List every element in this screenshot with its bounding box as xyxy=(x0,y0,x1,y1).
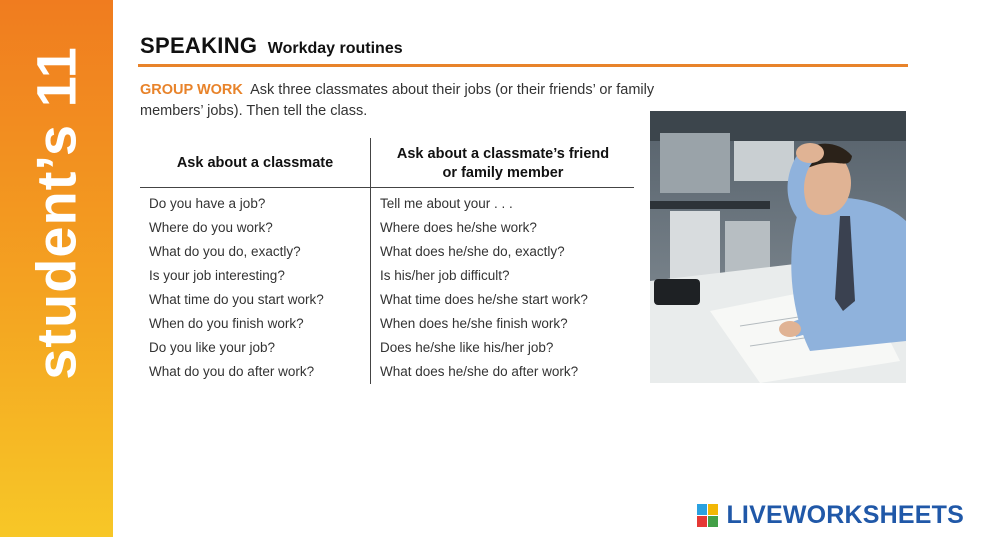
question-row: What do you do after work? xyxy=(149,364,315,379)
group-work-label: GROUP WORK xyxy=(140,82,243,98)
question-row: When do you finish work? xyxy=(149,316,304,331)
question-row: When does he/she finish work? xyxy=(380,316,568,331)
question-row: Does he/she like his/her job? xyxy=(380,340,554,355)
question-row: Tell me about your . . . xyxy=(380,196,513,211)
header-friend-family xyxy=(372,145,634,183)
question-row: Is your job interesting? xyxy=(149,268,285,283)
question-row: What do you do, exactly? xyxy=(149,244,301,259)
logo-text: LIVEWORKSHEETS xyxy=(726,501,964,529)
question-row: What does he/she do, exactly? xyxy=(380,244,565,259)
heading-rule xyxy=(138,64,908,67)
question-table xyxy=(140,138,634,384)
instructions-text: Ask three classmates about their jobs (or their friends’ or family members’ jobs). Then tell the class. xyxy=(140,82,655,119)
classmate-questions xyxy=(149,192,324,384)
office-worker-photo xyxy=(650,111,906,383)
question-row: What does he/she do after work? xyxy=(380,364,579,379)
header-friend-line1: Ask about a classmate’s friend xyxy=(396,146,610,162)
column-divider xyxy=(370,138,371,384)
question-row: Where do you work? xyxy=(149,220,273,235)
side-label: student’s 11 xyxy=(24,46,88,380)
question-row: What time do you start work? xyxy=(149,292,324,307)
logo-blocks-icon xyxy=(697,504,719,528)
question-row: Is his/her job difficult? xyxy=(380,268,510,283)
heading-main: SPEAKING xyxy=(140,33,258,58)
header-friend-line2: or family member xyxy=(442,165,564,181)
question-row: Do you have a job? xyxy=(149,196,266,211)
liveworksheets-logo xyxy=(697,501,964,531)
question-row: What time does he/she start work? xyxy=(380,292,588,307)
friend-family-questions xyxy=(380,192,588,384)
heading-sub: Workday routines xyxy=(267,40,403,57)
office-worker-illustration xyxy=(650,111,906,383)
question-row: Where does he/she work? xyxy=(380,220,537,235)
instructions xyxy=(140,80,680,122)
header-divider xyxy=(140,187,634,188)
section-heading xyxy=(140,33,403,59)
question-row: Do you like your job? xyxy=(149,340,276,355)
header-classmate: Ask about a classmate xyxy=(176,155,334,171)
side-band xyxy=(0,0,113,537)
